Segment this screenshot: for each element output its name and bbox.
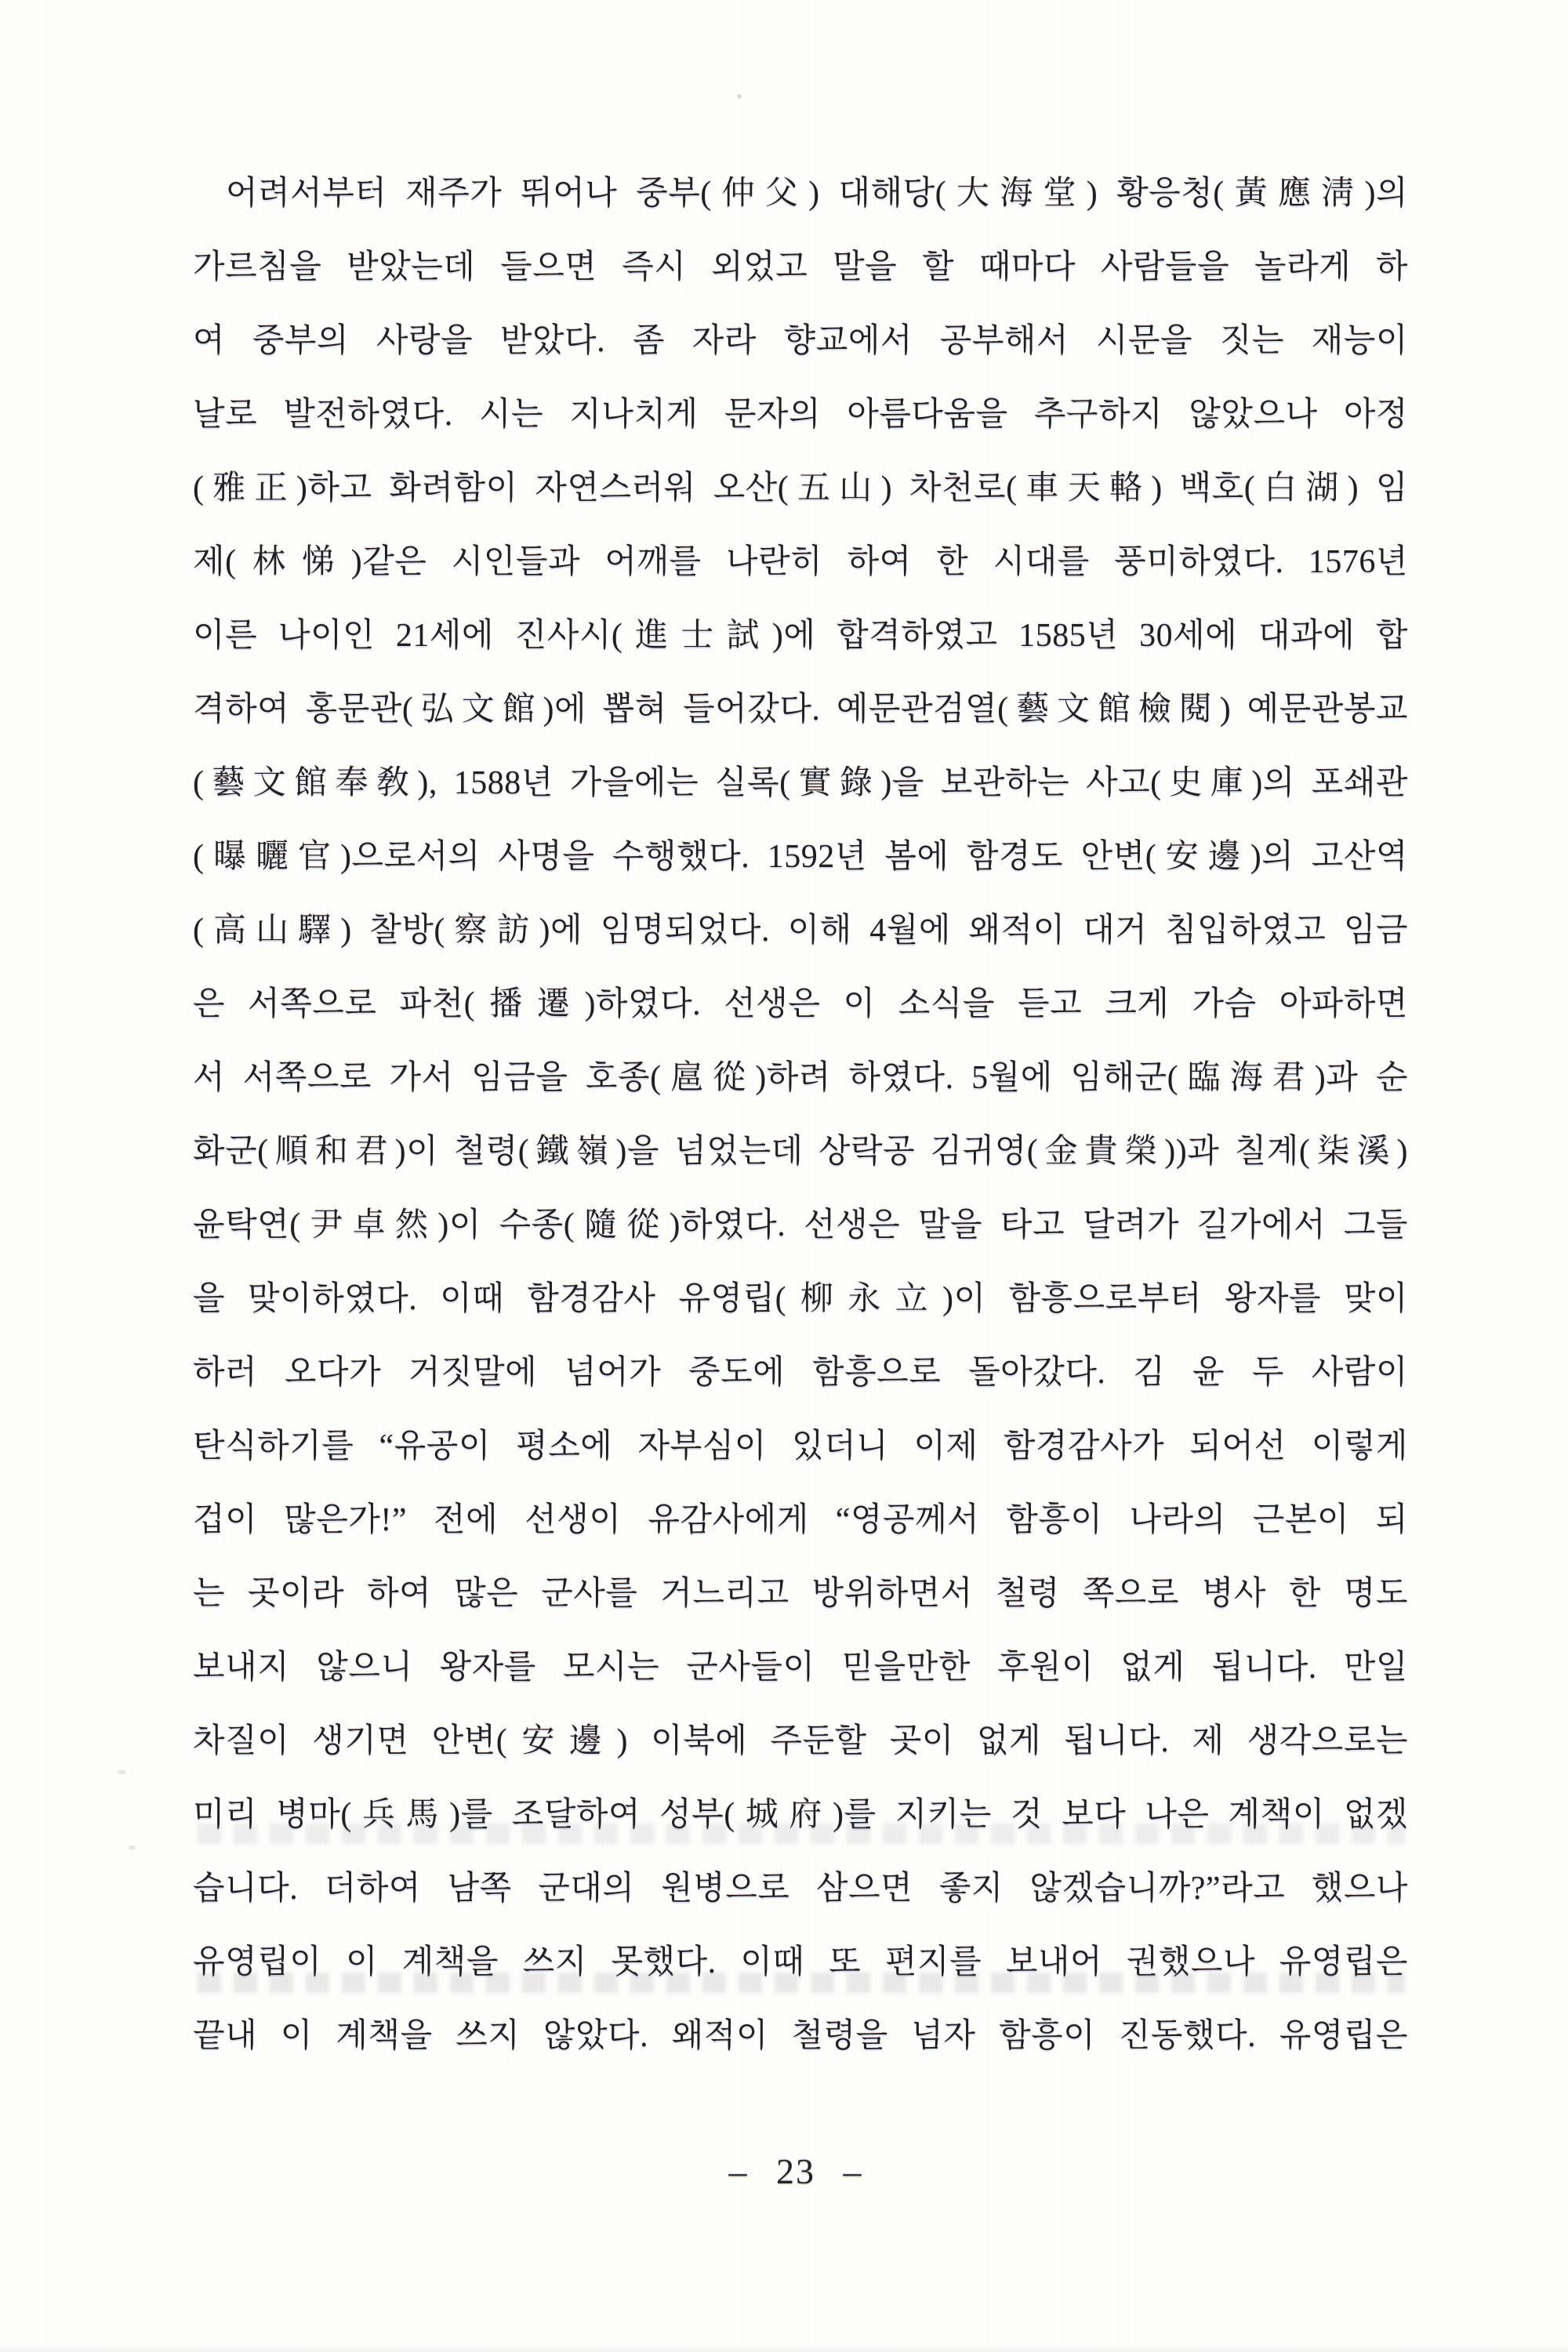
text-line: (藝文館奉敎), 1588년 가을에는 실록(實錄)을 보관하는 사고(史庫)의 포쇄관 bbox=[193, 765, 1408, 801]
text-line: (曝曬官)으로서의 사명을 수행했다. 1592년 봄에 함경도 안변(安邊)의 고산역 bbox=[193, 839, 1408, 875]
text-line: 차질이 생기면 안변(安邊) 이북에 주둔할 곳이 없게 됩니다. 제 생각으로는 bbox=[193, 1723, 1408, 1759]
text-line: 습니다. 더하여 남쪽 군대의 원병으로 삼으면 좋지 않겠습니까?”라고 했으나 bbox=[193, 1871, 1408, 1907]
text-line: 여 중부의 사랑을 받았다. 좀 자라 향교에서 공부해서 시문을 짓는 재능이 bbox=[193, 323, 1408, 359]
text-line: 는 곳이라 하여 많은 군사를 거느리고 방위하면서 철령 쪽으로 병사 한 명도 bbox=[193, 1576, 1408, 1612]
body-text-paragraph bbox=[193, 157, 1408, 2073]
text-line: 격하여 홍문관(弘文館)에 뽑혀 들어갔다. 예문관검열(藝文館檢閱) 예문관봉교 bbox=[193, 691, 1408, 728]
text-line: 유영립이 이 계책을 쓰지 못했다. 이때 또 편지를 보내어 권했으나 유영립은 bbox=[193, 1944, 1408, 1980]
text-line: (高山驛) 찰방(察訪)에 임명되었다. 이해 4월에 왜적이 대거 침입하였고 임금 bbox=[193, 913, 1408, 949]
text-line: 제(林悌)같은 시인들과 어깨를 나란히 하여 한 시대를 풍미하였다. 1576년 bbox=[193, 544, 1408, 580]
text-line: (雅正)하고 화려함이 자연스러워 오산(五山) 차천로(車天輅) 백호(白湖) 임 bbox=[193, 470, 1408, 506]
text-line: 겁이 많은가!” 전에 선생이 유감사에게 “영공께서 함흥이 나라의 근본이 되 bbox=[193, 1502, 1408, 1538]
text-line: 서 서쪽으로 가서 임금을 호종(扈從)하려 하였다. 5월에 임해군(臨海君)과 순 bbox=[193, 1060, 1408, 1096]
scan-speck bbox=[737, 94, 742, 99]
page-number: – 23 – bbox=[728, 2151, 863, 2191]
text-line: 어려서부터 재주가 뛰어나 중부(仲父) 대해당(大海堂) 황응청(黃應淸)의 bbox=[226, 176, 1408, 212]
text-line: 날로 발전하였다. 시는 지나치게 문자의 아름다움을 추구하지 않았으나 아정 bbox=[193, 397, 1408, 433]
bleed-through-artifact bbox=[198, 1824, 1405, 1844]
text-line: 끝내 이 계책을 쓰지 않았다. 왜적이 철령을 넘자 함흥이 진동했다. 유영립은 bbox=[193, 2018, 1408, 2054]
text-line: 탄식하기를 “유공이 평소에 자부심이 있더니 이제 함경감사가 되어선 이렇게 bbox=[193, 1428, 1408, 1465]
bleed-through-artifact bbox=[198, 1973, 1405, 1993]
text-line: 하러 오다가 거짓말에 넘어가 중도에 함흥으로 돌아갔다. 김 윤 두 사람이 bbox=[193, 1355, 1408, 1391]
text-line: 미리 병마(兵馬)를 조달하여 성부(城府)를 지키는 것 보다 나은 계책이 없겠 bbox=[193, 1797, 1408, 1833]
text-line: 윤탁연(尹卓然)이 수종(隨從)하였다. 선생은 말을 타고 달려가 길가에서 그들 bbox=[193, 1207, 1408, 1243]
page-bottom-edge bbox=[0, 2346, 1568, 2352]
text-line: 을 맞이하였다. 이때 함경감사 유영립(柳永立)이 함흥으로부터 왕자를 맞이 bbox=[193, 1281, 1408, 1317]
scan-speck bbox=[118, 1770, 126, 1774]
text-line: 가르침을 받았는데 들으면 즉시 외었고 말을 할 때마다 사람들을 놀라게 하 bbox=[193, 249, 1408, 285]
text-line: 은 서쪽으로 파천(播遷)하였다. 선생은 이 소식을 듣고 크게 가슴 아파하면 bbox=[193, 986, 1408, 1022]
text-line: 이른 나이인 21세에 진사시(進士試)에 합격하였고 1585년 30세에 대과에 합 bbox=[193, 618, 1408, 654]
scan-speck bbox=[129, 1846, 136, 1849]
text-line: 보내지 않으니 왕자를 모시는 군사들이 믿을만한 후원이 없게 됩니다. 만일 bbox=[193, 1650, 1408, 1686]
text-line: 화군(順和君)이 철령(鐵嶺)을 넘었는데 상락공 김귀영(金貴榮))과 칠계(柒溪) bbox=[193, 1134, 1408, 1170]
